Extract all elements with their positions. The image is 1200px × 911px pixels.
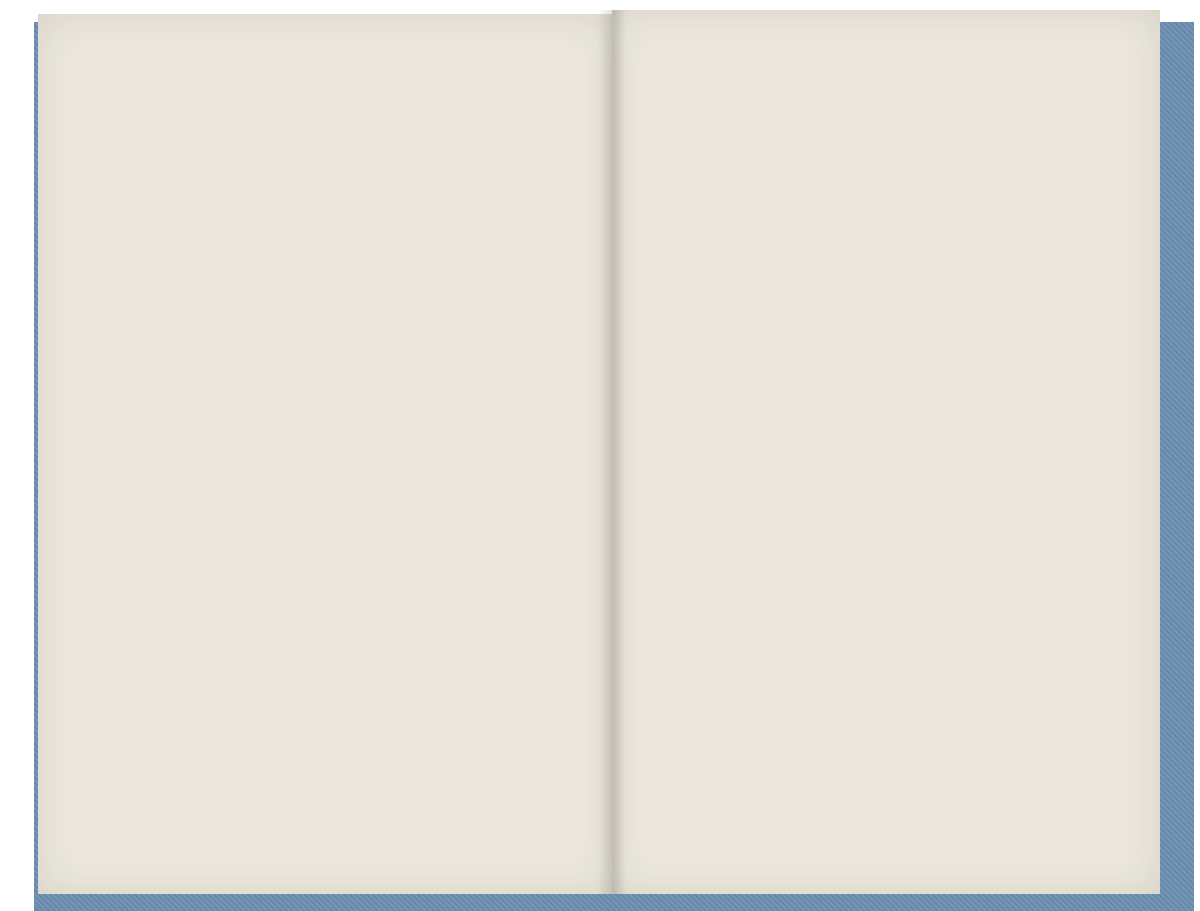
right-page <box>612 10 1160 894</box>
book-gutter <box>598 10 626 894</box>
left-page <box>38 14 612 894</box>
